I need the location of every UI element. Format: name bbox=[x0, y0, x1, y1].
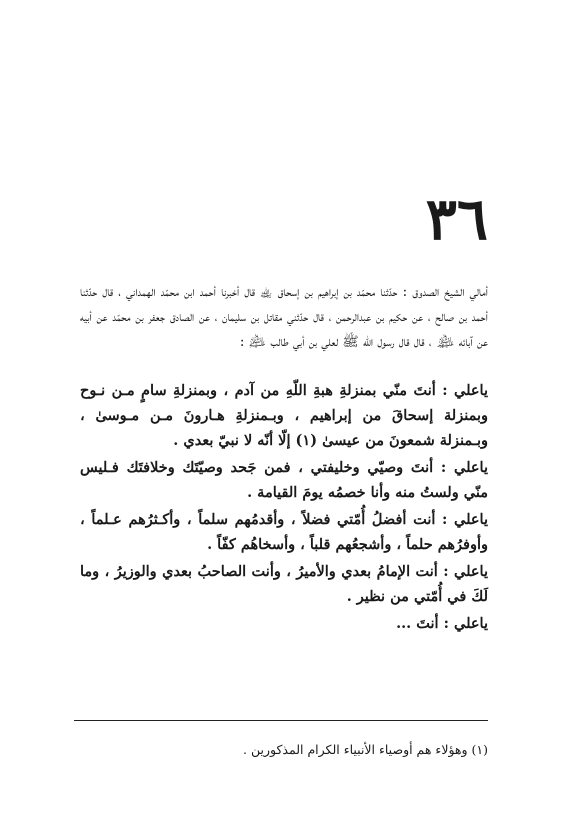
hadith-paragraph-2: ياعلي : أنتَ وصيّي وخليفتي ، فمن جَحد وصيّتَك وخلافتَك فـليس منّي ولستُ منه وأنا خصمُه يومَ القيامة . bbox=[80, 459, 488, 501]
hadith-paragraph-5: ياعلي : أنتَ ... bbox=[396, 615, 488, 632]
isnad-paragraph bbox=[80, 280, 488, 355]
hadith-paragraph-1: ياعلي : أنتَ منّي بمنزلةِ هبةِ اللّهِ من آدم ، وبمنزلةِ سامٍ مـن نـوح وبمنزلة إسحاقَ من إبراهيم ، وبـمنزلةِ هـارونَ مـن مـوسىٰ ، وبـمنزلة شمعونَ من عيسىٰ (١) إلّا أنّه لا نبيّ بعدي . bbox=[80, 382, 488, 449]
hadith-paragraph-4: ياعلي : أنت الإمامُ بعدي والأميرُ ، وأنت الصاحبُ بعدي والوزيرُ ، وما لَكَ في أُمّتي من نظير . bbox=[80, 563, 488, 605]
footnote: (١) وهؤلاء هم أوصياء الأنبياء الكرام المذكورين . bbox=[243, 742, 488, 757]
isnad-text: أمالي الشيخ الصدوق : حدّثنا محمّد بن إبراهيم بن إسحاق ﵀ قال أخبرنا أحمد ابن محمّد الهمداني ، قال حدّثنا أحمد بن صالح ، عن حكيم بن عبدالرحمن ، قال حدّثني مقاتل بن سليمان ، عن الصادق جعفر بن محمّد عن أبيه عن آبائه ﵈ ، قال قال رسول الله ﷺ لعلي بن أبي طالب ﵇ : bbox=[80, 284, 488, 350]
footnote-divider bbox=[74, 720, 488, 721]
page-number: ٣٦ bbox=[425, 185, 488, 253]
hadith-paragraph-3: ياعلي : أنت أفضلُ أُمّتي فضلاً ، وأقدمُهم سلماً ، وأكـثرُهم عـلماً ، وأوفرُهم حلماً ، وأشجعُهم قلباً ، وأسخاهُم كفّاً . bbox=[80, 511, 488, 553]
hadith-body bbox=[80, 378, 488, 638]
